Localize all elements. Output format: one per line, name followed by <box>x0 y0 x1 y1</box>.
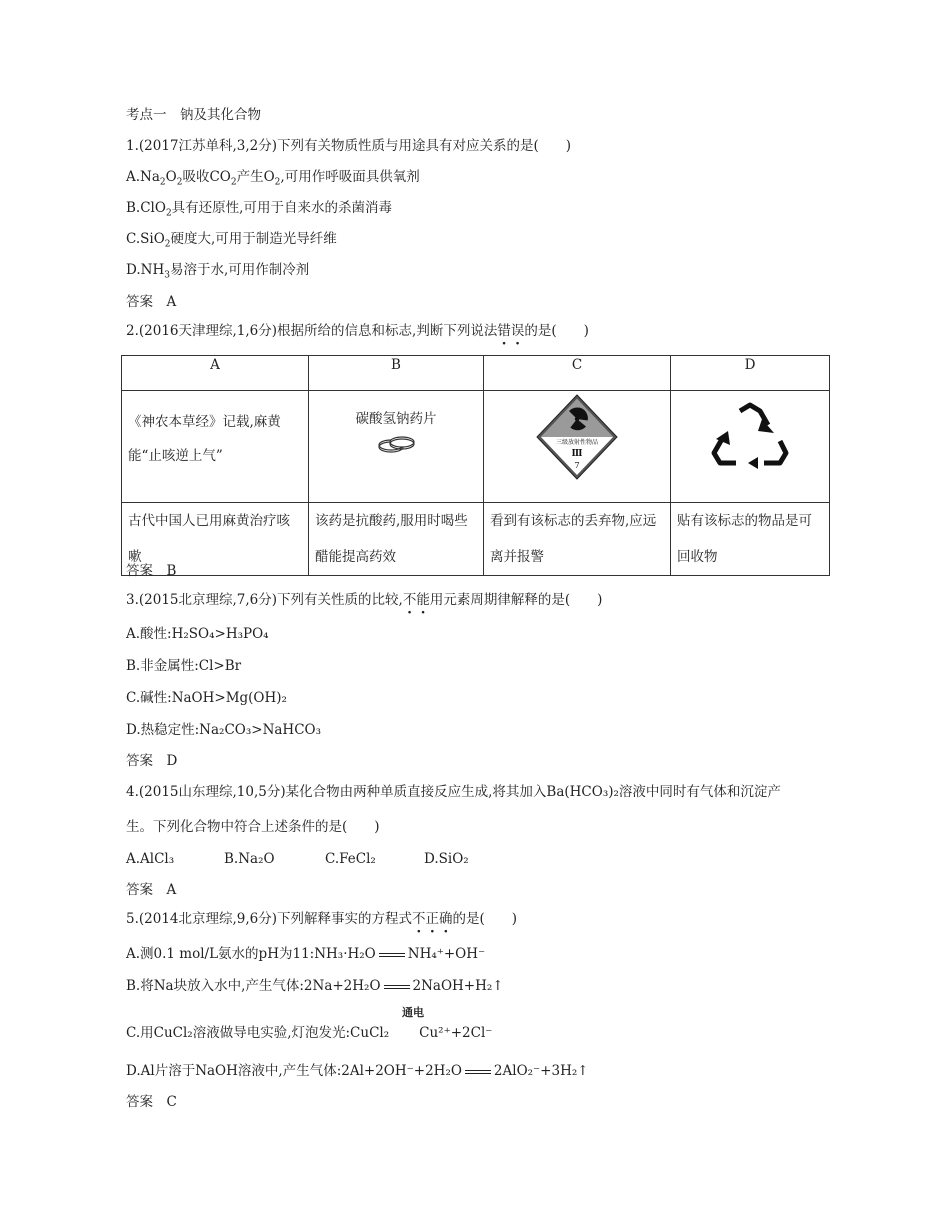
pill-icon <box>376 431 416 457</box>
q4-stem-line2: 生。下列化合物中符合上述条件的是( ) <box>126 819 380 835</box>
equilibrium-arrow <box>379 953 405 957</box>
cell-b-conclusion: 该药是抗酸药,服用时喝些醋能提高药效 <box>309 503 484 576</box>
radioactive-class: 7 <box>574 461 580 470</box>
q1-option-d: $D.NH_3$易溶于水,可用作制冷剂 <box>126 262 310 281</box>
q4-option-a: A.AlCl₃ <box>126 851 175 867</box>
q1-option-a: $A.Na_2O_2$吸收$CO_2$产生$O_2$,可用作呼吸面具供氧剂 <box>126 169 420 188</box>
section-title: 考点一 钠及其化合物 <box>126 107 261 123</box>
cell-d-conclusion: 贴有该标志的物品是可回收物 <box>671 503 830 576</box>
cell-d-info <box>671 391 830 503</box>
q4-option-d: D.SiO₂ <box>424 851 469 867</box>
q5-c-condition: 通电 <box>402 1006 424 1019</box>
q2-answer: 答案 B <box>126 563 177 579</box>
cell-c-conclusion: 看到有该标志的丢弃物,应远离并报警 <box>484 503 671 576</box>
q5-stem: 5.(2014北京理综,9,6分)下列解释事实的方程式不正确的是( ) <box>126 911 518 927</box>
q5-option-c: C.用CuCl₂溶液做导电实验,灯泡发光:CuCl₂ Cu²⁺+2Cl⁻ <box>126 1025 493 1041</box>
equals-sign <box>384 985 410 989</box>
q3-option-d: D.热稳定性:Na₂CO₃>NaHCO₃ <box>126 722 322 738</box>
q3-option-a: A.酸性:H₂SO₄>H₃PO₄ <box>126 626 269 642</box>
q5-option-d: D.Al片溶于NaOH溶液中,产生气体:2Al+2OH⁻+2H₂O 2AlO₂⁻+3H₂↑ <box>126 1063 589 1079</box>
q4-stem-line1: 4.(2015山东理综,10,5分)某化合物由两种单质直接反应生成,将其加入Ba(HCO₃)₂溶液中同时有气体和沉淀产 <box>126 784 781 800</box>
q1-option-c: C.SiO$_2$硬度大,可用于制造光导纤维 <box>126 231 337 250</box>
q3-stem: 3.(2015北京理综,7,6分)下列有关性质的比较,不能用元素周期律解释的是( ) <box>126 592 603 608</box>
q5-option-a: A.测0.1 mol/L氨水的pH为11:NH₃·H₂O NH₄⁺+OH⁻ <box>126 946 486 962</box>
q5-option-b: B.将Na块放入水中,产生气体:2Na+2H₂O 2NaOH+H₂↑ <box>126 978 504 994</box>
cell-b-info: 碳酸氢钠药片 <box>309 391 484 503</box>
q4-option-c: C.FeCl₂ <box>325 851 376 867</box>
q4-option-b: B.Na₂O <box>224 851 275 867</box>
header-d: D <box>671 356 830 391</box>
header-b: B <box>309 356 484 391</box>
header-c: C <box>484 356 671 391</box>
q1-option-b: B.ClO$_2$具有还原性,可用于自来水的杀菌消毒 <box>126 200 392 219</box>
q3-option-b: B.非金属性:Cl>Br <box>126 658 242 674</box>
recycle-icon <box>710 401 790 471</box>
q1-stem: 1.(2017江苏单科,3,2分)下列有关物质性质与用途具有对应关系的是( ) <box>126 138 572 154</box>
q3-answer: 答案 D <box>126 753 178 769</box>
equals-sign <box>465 1070 491 1074</box>
q3-option-c: C.碱性:NaOH>Mg(OH)₂ <box>126 690 287 706</box>
radioactive-sign-icon <box>535 393 619 481</box>
q1-answer: 答案 A <box>126 294 177 310</box>
q2-table <box>121 355 830 576</box>
q2-stem: 2.(2016天津理综,1,6分)根据所给的信息和标志,判断下列说法错误的是( ) <box>126 323 589 339</box>
cell-c-info <box>484 391 671 503</box>
cell-a-info: 《神农本草经》记载,麻黄 能“止咳逆上气” <box>122 391 309 503</box>
q5-answer: 答案 C <box>126 1094 177 1110</box>
header-a: A <box>122 356 309 391</box>
radioactive-category: Ⅲ <box>571 449 583 459</box>
cell-a-conclusion: 古代中国人已用麻黄治疗咳嗽 <box>122 503 309 576</box>
q4-answer: 答案 A <box>126 882 177 898</box>
radioactive-label: 三级放射性物品 <box>555 439 599 446</box>
